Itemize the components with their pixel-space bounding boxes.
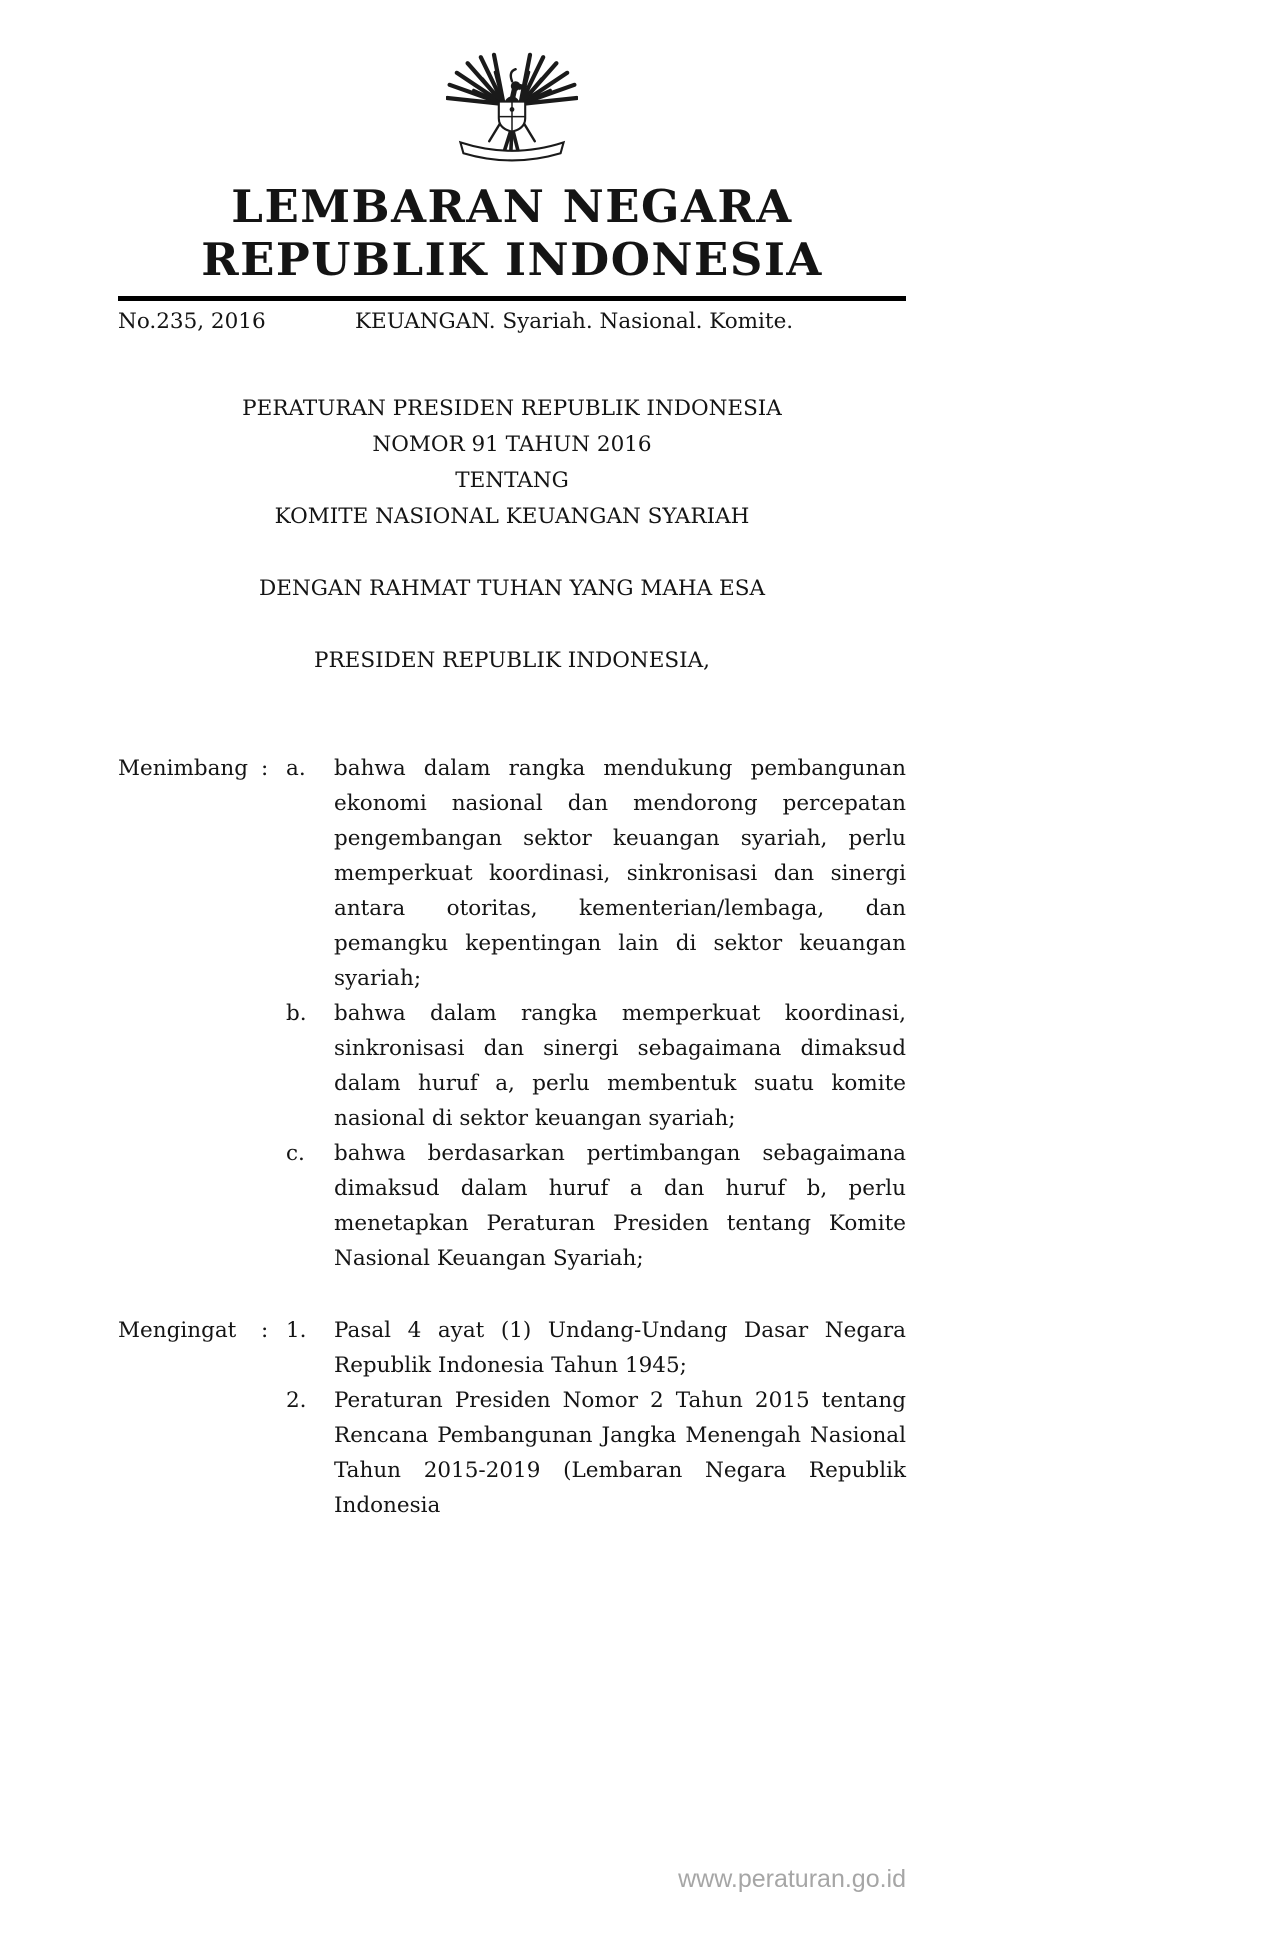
item-text: bahwa dalam rangka mendukung pembangunan ekonomi nasional dan mendorong percepatan pengembangan sektor keuangan syariah, perlu memperkuat koordinasi, sinkronisasi dan sinergi antara otoritas, kementerian/lembaga, dan pemangku kepentingan lain di sektor keuangan syariah; — [334, 756, 906, 991]
doc-title-line2: NOMOR 91 TAHUN 2016 — [372, 432, 652, 457]
doc-invocation: DENGAN RAHMAT TUHAN YANG MAHA ESA — [259, 576, 765, 601]
doc-authority: PRESIDEN REPUBLIK INDONESIA, — [314, 648, 710, 673]
masthead-title-line2: REPUBLIK INDONESIA — [201, 233, 823, 286]
spacer — [118, 535, 906, 571]
doc-title-line3: TENTANG — [455, 468, 569, 493]
legal-basis-items — [286, 1313, 906, 1523]
item-marker: 2. — [286, 1388, 307, 1413]
item-marker: b. — [286, 1001, 307, 1026]
consideration-item — [286, 1136, 906, 1276]
site-watermark: www.peraturan.go.id — [678, 1865, 906, 1893]
legal-basis-clause — [118, 1313, 906, 1523]
document-page — [118, 0, 906, 1950]
garuda-emblem-icon — [446, 44, 578, 170]
item-marker: 1. — [286, 1318, 307, 1343]
gazette-subject: KEUANGAN. Syariah. Nasional. Komite. — [355, 309, 794, 334]
considerations-clause — [118, 751, 906, 1276]
masthead-title — [118, 180, 906, 286]
masthead-row — [118, 307, 906, 337]
item-text: Peraturan Presiden Nomor 2 Tahun 2015 tentang Rencana Pembangunan Jangka Menengah Nasional Tahun 2015-2019 (Lembaran Negara Republik Indonesia — [334, 1388, 906, 1518]
item-marker: a. — [286, 756, 306, 781]
doc-title-line1: PERATURAN PRESIDEN REPUBLIK INDONESIA — [242, 396, 782, 421]
doc-title-block — [118, 391, 906, 679]
consideration-item — [286, 751, 906, 996]
spacer — [118, 607, 906, 643]
considerations-label: Menimbang — [118, 756, 249, 781]
item-text: bahwa dalam rangka memperkuat koordinasi, sinkronisasi dan sinergi sebagaimana dimaksud dalam huruf a, perlu membentuk suatu komite nasional di sektor keuangan syariah; — [334, 1001, 906, 1131]
gazette-number: No.235, 2016 — [118, 309, 266, 334]
item-text: Pasal 4 ayat (1) Undang-Undang Dasar Negara Republik Indonesia Tahun 1945; — [334, 1318, 906, 1378]
legal-basis-label: Mengingat — [118, 1318, 237, 1343]
legal-basis-separator: : — [261, 1318, 269, 1343]
doc-title-line4: KOMITE NASIONAL KEUANGAN SYARIAH — [274, 504, 750, 529]
legal-basis-item — [286, 1383, 906, 1523]
item-text: bahwa berdasarkan pertimbangan sebagaimana dimaksud dalam huruf a dan huruf b, perlu menetapkan Peraturan Presiden tentang Komite Nasional Keuangan Syariah; — [334, 1141, 906, 1271]
masthead-rule — [118, 296, 906, 301]
consideration-item — [286, 996, 906, 1136]
legal-basis-item — [286, 1313, 906, 1383]
considerations-items — [286, 751, 906, 1276]
masthead-title-line1: LEMBARAN NEGARA — [231, 180, 793, 233]
considerations-separator: : — [261, 756, 269, 781]
item-marker: c. — [286, 1141, 305, 1166]
